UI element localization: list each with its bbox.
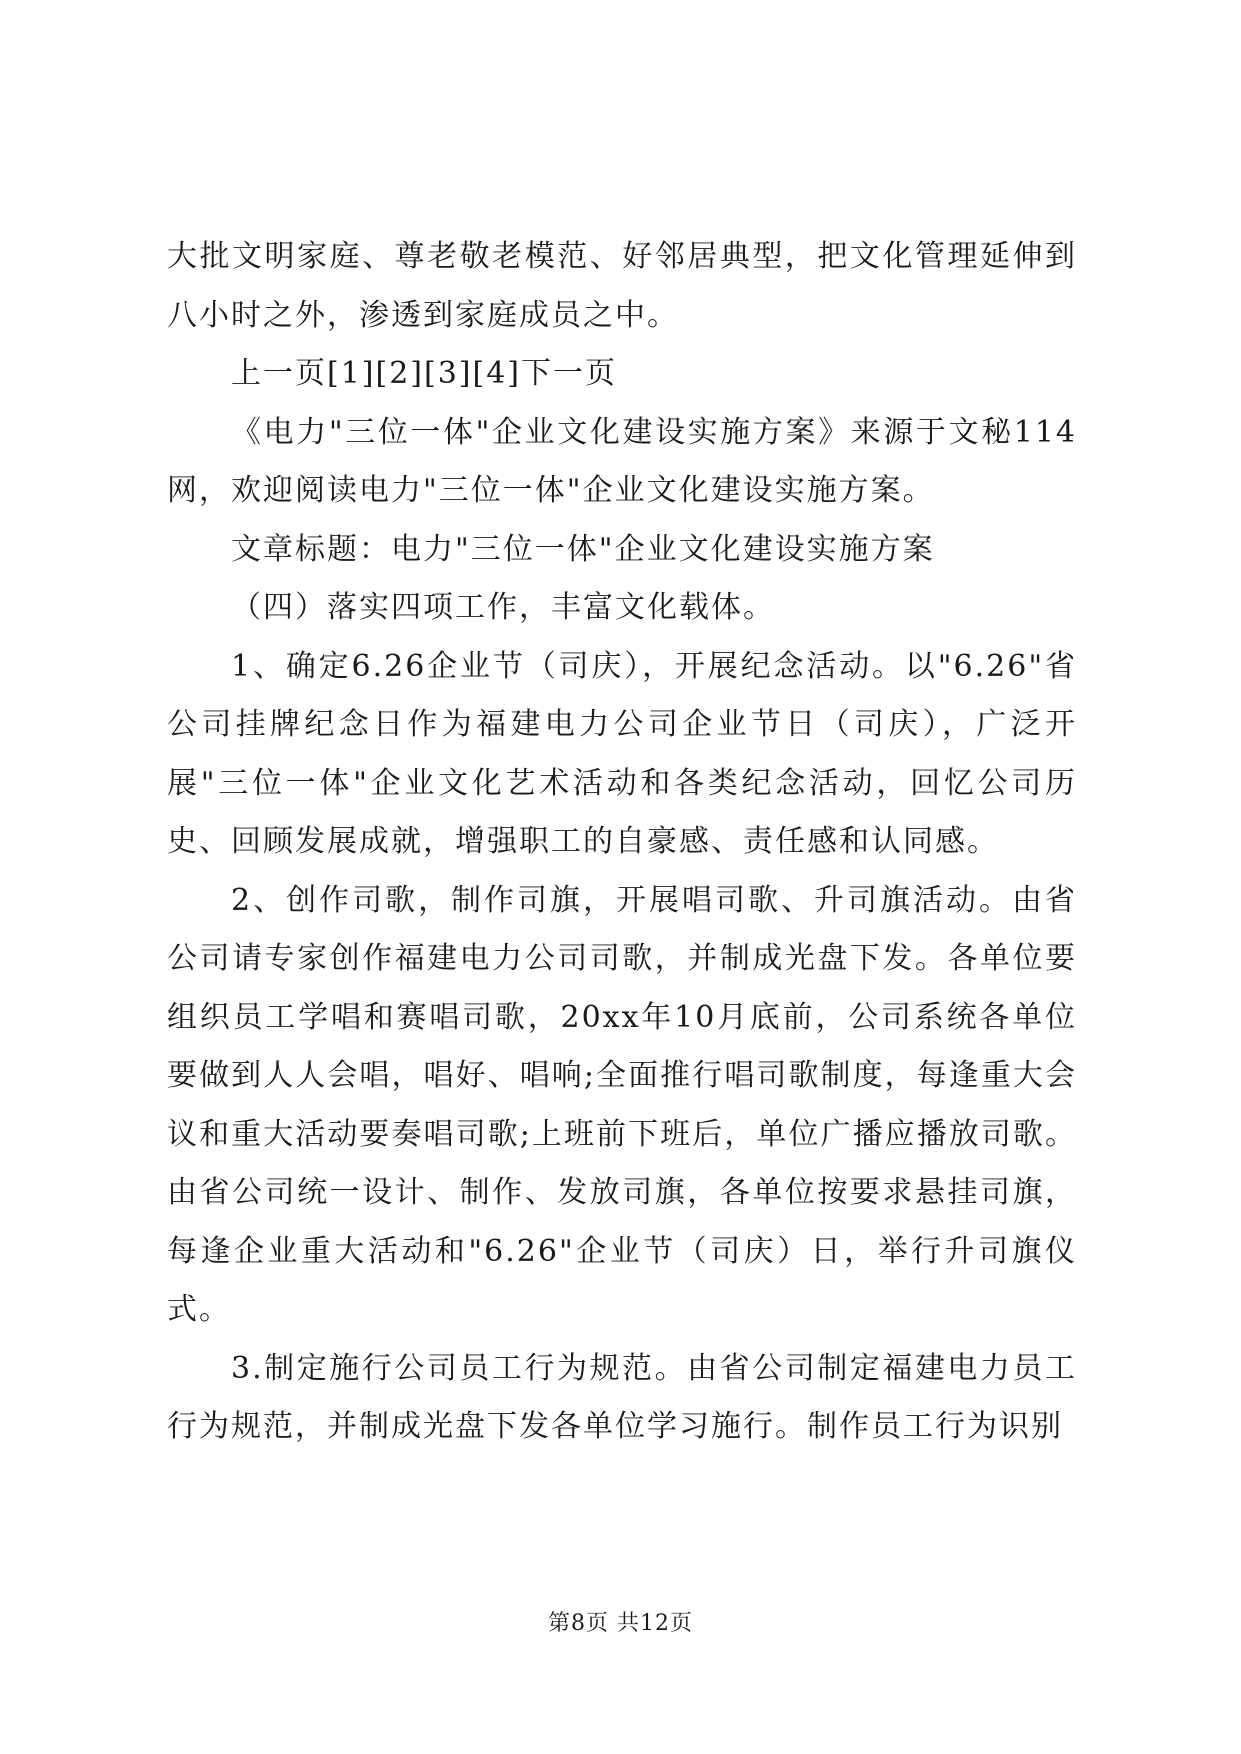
document-body <box>167 228 1077 1457</box>
paragraph-source-note: 《电力"三位一体"企业文化建设实施方案》来源于文秘114网，欢迎阅读电力"三位一体"企业文化建设实施方案。 <box>167 414 1077 508</box>
paragraph-article-title: 文章标题：电力"三位一体"企业文化建设实施方案 <box>231 531 935 567</box>
paragraph-continuation: 大批文明家庭、尊老敬老模范、好邻居典型，把文化管理延伸到八小时之外，渗透到家庭成员之中。 <box>167 239 1077 333</box>
paragraph-item-1: 1、确定6.26企业节（司庆），开展纪念活动。以"6.26"省公司挂牌纪念日作为福建电力公司企业节日（司庆），广泛开展"三位一体"企业文化艺术活动和各类纪念活动，回忆公司历史、回顾发展成就，增强职工的自豪感、责任感和认同感。 <box>167 648 1077 859</box>
page-footer: 第8页 共12页 <box>548 1611 693 1636</box>
section-heading-four: （四）落实四项工作，丰富文化载体。 <box>231 590 775 625</box>
paragraph-item-2: 2、创作司歌，制作司旗，开展唱司歌、升司旗活动。由省公司请专家创作福建电力公司司歌，并制成光盘下发。各单位要组织员工学唱和赛唱司歌，20xx年10月底前，公司系统各单位要做到人人会唱，唱好、唱响;全面推行唱司歌制度，每逢重大会议和重大活动要奏唱司歌;上班前下班后，单位广播应播放司歌。由省公司统一设计、制作、发放司旗，各单位按要求悬挂司旗，每逢企业重大活动和"6.26"企业节（司庆）日，举行升司旗仪式。 <box>167 882 1077 1327</box>
paragraph-item-3: 3.制定施行公司员工行为规范。由省公司制定福建电力员工行为规范，并制成光盘下发各单位学习施行。制作员工行为识别 <box>167 1350 1077 1444</box>
pagination-links[interactable]: 上一页[1][2][3][4]下一页 <box>231 356 617 391</box>
